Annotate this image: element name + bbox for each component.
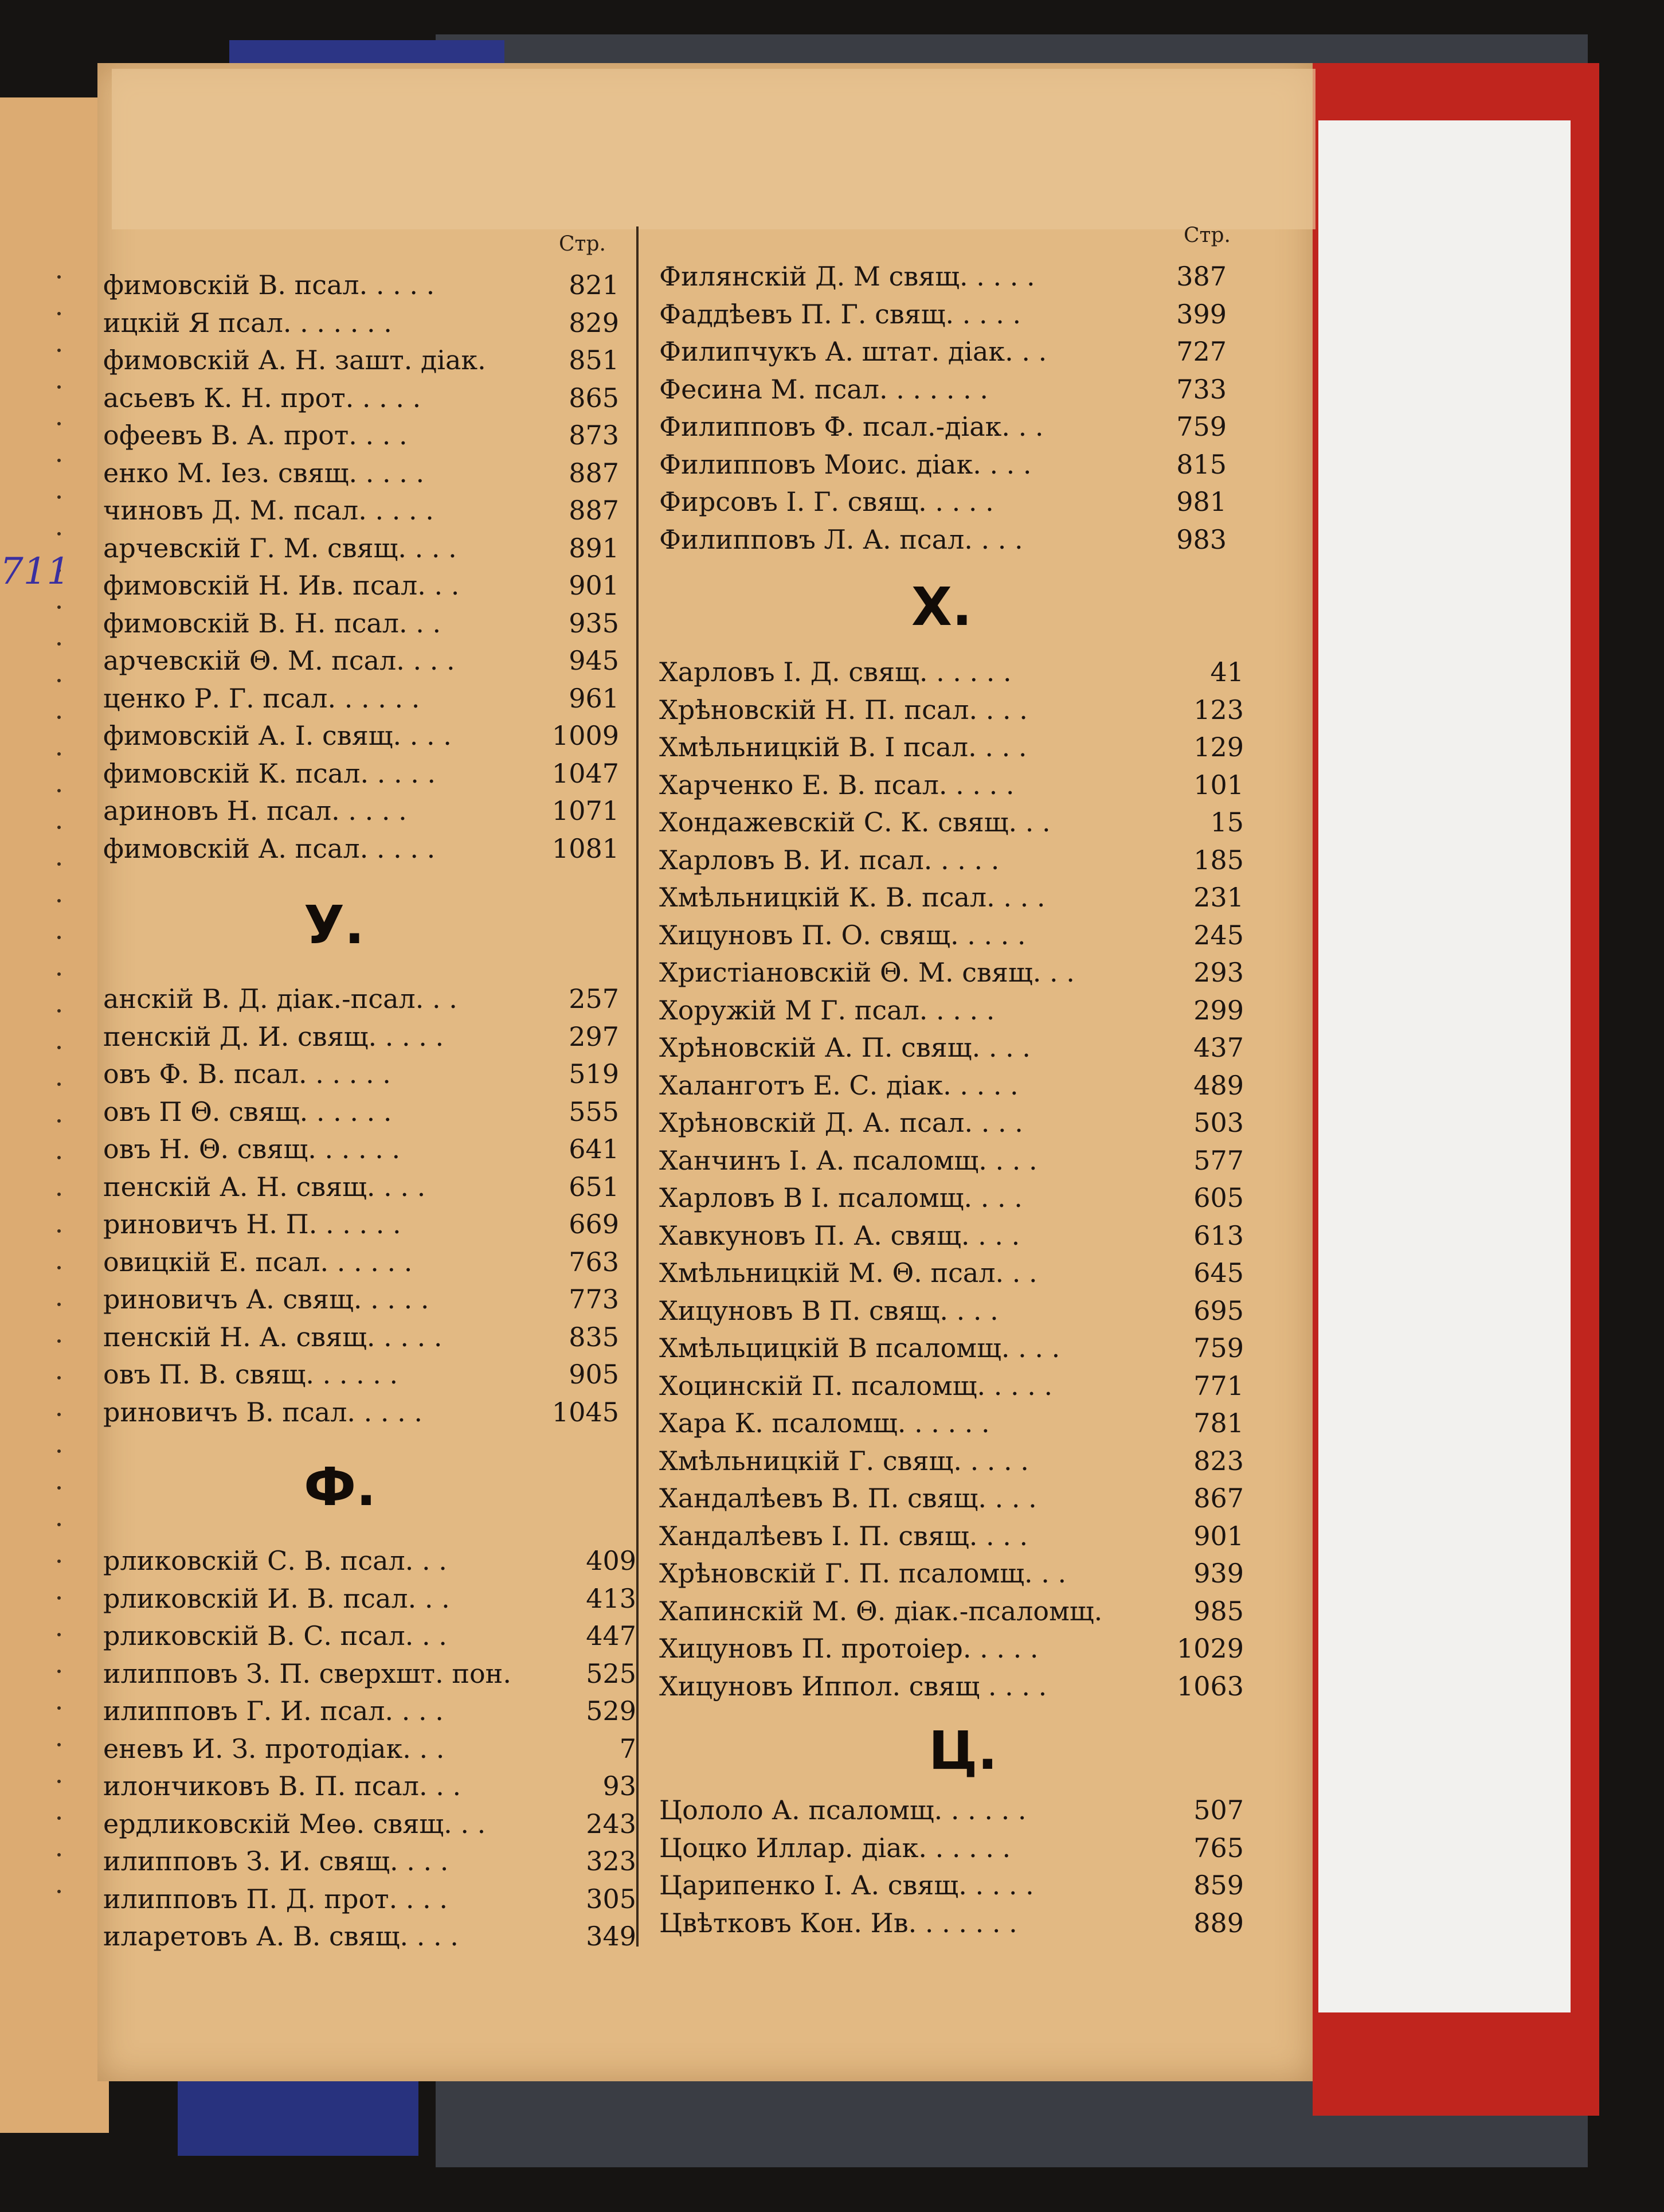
left-top-entry <box>103 307 619 342</box>
entry-name: Хондажевскій С. К. свящ. . . <box>659 807 1051 838</box>
entry-page-number: 519 <box>569 1058 619 1089</box>
column-divider <box>636 226 639 1947</box>
section-u-entry <box>103 1322 619 1356</box>
section-kh-entry <box>659 957 1244 991</box>
margin-handwritten-note: 711 <box>0 550 71 593</box>
entry-page-number: 815 <box>1176 448 1227 480</box>
section-u-entry <box>103 1359 619 1393</box>
section-letter-f: Ф. <box>304 1456 377 1518</box>
entry-page-number: 773 <box>569 1284 619 1315</box>
entry-page-number: 765 <box>1193 1832 1244 1863</box>
leader-dot <box>57 422 61 425</box>
page-top-fold <box>112 69 1315 229</box>
entry-name: еневъ И. З. протодіак. . . <box>103 1733 445 1764</box>
leader-dot <box>57 1119 61 1123</box>
entry-name: Филипповъ Ф. псал.-діак. . . <box>659 411 1044 442</box>
section-letter-kh: Х. <box>911 576 972 638</box>
section-kh-entry <box>659 1370 1244 1405</box>
leader-dot <box>57 899 61 902</box>
entry-name: пенскій Н. А. свящ. . . . . <box>103 1321 443 1353</box>
entry-page-number: 129 <box>1193 732 1244 763</box>
entry-name: Хрѣновскій Г. П. псаломщ. . . <box>659 1558 1067 1589</box>
entry-name: Хмѣльцицкій В псаломщ. . . . <box>659 1332 1060 1363</box>
entry-name: Филянскій Д. М свящ. . . . . <box>659 261 1035 292</box>
section-f-entry <box>103 1620 636 1655</box>
section-f-entry <box>103 1658 636 1693</box>
entry-page-number: 781 <box>1193 1408 1244 1439</box>
entry-name: ариновъ Н. псал. . . . . <box>103 795 407 826</box>
entry-name: Хицуновъ П. протоіер. . . . . <box>659 1633 1039 1664</box>
entry-page-number: 413 <box>586 1582 636 1614</box>
entry-name: арчевскій Θ. М. псал. . . . <box>103 645 455 676</box>
section-kh-entry <box>659 807 1244 841</box>
section-u-entry <box>103 1171 619 1206</box>
entry-name: Хмѣльницкій Г. свящ. . . . . <box>659 1445 1029 1476</box>
entry-page-number: 759 <box>1193 1332 1244 1363</box>
right-top-entry <box>659 374 1227 408</box>
leader-dot <box>57 1633 61 1636</box>
section-kh-entry <box>659 1408 1244 1442</box>
entry-page-number: 873 <box>569 420 619 451</box>
leader-dot <box>57 1376 61 1379</box>
entry-name: рликовскій И. В. псал. . . <box>103 1582 450 1614</box>
leader-dot <box>57 1890 61 1893</box>
entry-name: фимовскій А. І. свящ. . . . <box>103 720 452 751</box>
entry-name: асьевъ К. Н. прот. . . . . <box>103 382 421 413</box>
entry-page-number: 867 <box>1193 1483 1244 1514</box>
white-insert-sheet <box>1318 120 1571 2012</box>
entry-page-number: 945 <box>569 645 619 676</box>
entry-page-number: 651 <box>569 1171 619 1202</box>
section-kh-entry <box>659 694 1244 729</box>
section-f-entry <box>103 1583 636 1617</box>
entry-name: Харловъ В І. псаломщ. . . . <box>659 1182 1023 1213</box>
right-top-entry <box>659 411 1227 445</box>
entry-page-number: 41 <box>1210 656 1244 687</box>
leader-dot <box>57 1670 61 1673</box>
entry-page-number: 93 <box>602 1771 636 1801</box>
left-top-entry <box>103 720 619 755</box>
entry-name: Хрѣновскій А. П. свящ. . . . <box>659 1032 1031 1063</box>
entry-page-number: 1081 <box>551 833 619 864</box>
entry-name: фимовскій А. Н. зашт. діак. <box>103 345 486 376</box>
leader-dot <box>57 1816 61 1820</box>
entry-name: Хмѣльницкій М. Θ. псал. . . <box>659 1257 1037 1288</box>
right-top-entry <box>659 336 1227 370</box>
entry-page-number: 1047 <box>551 757 619 789</box>
entry-name: овъ Н. Θ. свящ. . . . . . <box>103 1134 401 1164</box>
section-u-entry <box>103 1134 619 1168</box>
section-kh-entry <box>659 1295 1244 1330</box>
entry-name: арчевскій Г. М. свящ. . . . <box>103 532 457 564</box>
entry-name: Филипповъ Моис. діак. . . . <box>659 448 1032 480</box>
entry-page-number: 15 <box>1210 807 1244 838</box>
section-u-entry <box>103 1021 619 1056</box>
entry-name: фимовскій А. псал. . . . . <box>103 833 436 864</box>
entry-name: риновичъ А. свящ. . . . . <box>103 1284 429 1315</box>
entry-name: фимовскій В. Н. псал. . . <box>103 607 441 639</box>
entry-name: Хандалѣевъ І. П. свящ. . . . <box>659 1520 1028 1551</box>
section-kh-entry <box>659 1671 1244 1705</box>
right-top-entry <box>659 524 1227 558</box>
entry-name: фимовскій Н. Ив. псал. . . <box>103 570 460 601</box>
section-u-entry <box>103 1058 619 1093</box>
right-top-entry <box>659 486 1227 521</box>
leader-dot <box>57 275 61 279</box>
leader-dot <box>57 936 61 939</box>
leader-dot <box>57 789 61 792</box>
entry-page-number: 759 <box>1176 411 1227 442</box>
entry-page-number: 859 <box>1193 1870 1244 1901</box>
section-kh-entry <box>659 1596 1244 1630</box>
section-u-entry <box>103 983 619 1018</box>
leader-dot <box>57 1449 61 1453</box>
left-top-entry <box>103 458 619 492</box>
entry-page-number: 1009 <box>551 720 619 751</box>
left-top-entry <box>103 608 619 642</box>
right-top-entry <box>659 449 1227 483</box>
entry-page-number: 1045 <box>551 1396 619 1428</box>
entry-name: Хапинскій М. Θ. діак.-псаломщ. <box>659 1595 1103 1627</box>
entry-page-number: 243 <box>586 1808 636 1839</box>
entry-name: ценко Р. Г. псал. . . . . . <box>103 682 420 714</box>
entry-name: овъ Ф. В. псал. . . . . . <box>103 1058 391 1089</box>
section-kh-entry <box>659 732 1244 766</box>
entry-name: илончиковъ В. П. псал. . . <box>103 1771 461 1801</box>
entry-name: овъ П Θ. свящ. . . . . . <box>103 1096 392 1127</box>
entry-page-number: 409 <box>586 1545 636 1576</box>
left-top-entry <box>103 269 619 304</box>
entry-name: Хицуновъ В П. свящ. . . . <box>659 1295 999 1326</box>
entry-page-number: 821 <box>569 269 619 300</box>
entry-page-number: 349 <box>586 1921 636 1952</box>
entry-page-number: 555 <box>569 1096 619 1127</box>
leader-dot <box>57 1266 61 1269</box>
entry-page-number: 981 <box>1176 486 1227 517</box>
leader-dot <box>57 1229 61 1233</box>
section-f-entry <box>103 1883 636 1918</box>
section-kh-entry <box>659 845 1244 879</box>
leader-dot <box>57 605 61 609</box>
entry-name: ицкій Я псал. . . . . . . <box>103 307 392 338</box>
entry-page-number: 835 <box>569 1321 619 1353</box>
section-ts-entry <box>659 1832 1244 1867</box>
entry-page-number: 901 <box>569 570 619 601</box>
leader-dot <box>57 642 61 646</box>
entry-page-number: 891 <box>569 532 619 564</box>
section-f-entry <box>103 1733 636 1768</box>
left-top-entry <box>103 420 619 454</box>
entry-name: илипповъ З. П. сверхшт. пон. <box>103 1658 511 1689</box>
entry-name: фимовскій К. псал. . . . . <box>103 757 436 789</box>
entry-page-number: 889 <box>1193 1907 1244 1939</box>
entry-name: ердликовскій Меѳ. свящ. . . <box>103 1808 486 1839</box>
left-top-entry <box>103 833 619 867</box>
section-f-entry <box>103 1808 636 1843</box>
entry-name: пенскій Д. И. свящ. . . . . <box>103 1021 444 1052</box>
entry-page-number: 437 <box>1193 1032 1244 1063</box>
section-letter-u: У. <box>304 894 365 956</box>
section-f-entry <box>103 1921 636 1955</box>
section-kh-entry <box>659 1220 1244 1254</box>
section-u-entry <box>103 1246 619 1281</box>
leader-dot <box>57 716 61 719</box>
entry-page-number: 985 <box>1193 1595 1244 1627</box>
left-top-entry <box>103 645 619 679</box>
left-top-entry <box>103 795 619 830</box>
entry-page-number: 823 <box>1193 1445 1244 1476</box>
section-kh-entry <box>659 1257 1244 1292</box>
entry-name: Хмѣльницкій В. І псал. . . . <box>659 732 1027 763</box>
entry-page-number: 185 <box>1193 844 1244 876</box>
left-top-entry <box>103 758 619 792</box>
entry-name: енко М. Іез. свящ. . . . . <box>103 457 425 488</box>
left-top-entry <box>103 382 619 417</box>
entry-page-number: 771 <box>1193 1370 1244 1401</box>
entry-name: Харловъ В. И. псал. . . . . <box>659 844 1000 876</box>
section-kh-entry <box>659 1521 1244 1555</box>
leader-dot <box>57 1780 61 1783</box>
entry-name: илипповъ Г. И. псал. . . . <box>103 1695 444 1726</box>
right-top-entry <box>659 299 1227 333</box>
section-kh-entry <box>659 1107 1244 1142</box>
entry-name: фимовскій В. псал. . . . . <box>103 269 435 300</box>
entry-name: Хоружій М Г. псал. . . . . <box>659 994 995 1026</box>
section-kh-entry <box>659 1332 1244 1367</box>
entry-page-number: 1071 <box>551 795 619 826</box>
entry-page-number: 865 <box>569 382 619 413</box>
leader-dot <box>57 1303 61 1306</box>
entry-name: риновичъ Н. П. . . . . . <box>103 1209 401 1240</box>
entry-name: Хрѣновскій Н. П. псал. . . . <box>659 694 1028 725</box>
entry-page-number: 829 <box>569 307 619 338</box>
entry-page-number: 605 <box>1193 1182 1244 1213</box>
entry-page-number: 939 <box>1193 1558 1244 1589</box>
entry-page-number: 305 <box>586 1883 636 1914</box>
entry-page-number: 399 <box>1176 298 1227 330</box>
entry-name: Филипповъ Л. А. псал. . . . <box>659 523 1023 555</box>
section-kh-entry <box>659 769 1244 804</box>
entry-page-number: 1063 <box>1176 1670 1244 1702</box>
leader-dot <box>57 972 61 976</box>
entry-name: Царипенко І. А. свящ. . . . . <box>659 1870 1034 1901</box>
section-kh-entry <box>659 1483 1244 1517</box>
leader-dot <box>57 1560 61 1563</box>
entry-name: Цололо А. псаломщ. . . . . . <box>659 1795 1027 1826</box>
entry-page-number: 245 <box>1193 919 1244 951</box>
leader-dot <box>57 1082 61 1086</box>
leader-dot <box>57 349 61 352</box>
leader-dot <box>57 1486 61 1490</box>
section-kh-entry <box>659 995 1244 1029</box>
leader-dot <box>57 532 61 536</box>
section-kh-entry <box>659 656 1244 691</box>
entry-page-number: 1029 <box>1176 1633 1244 1664</box>
entry-page-number: 641 <box>569 1134 619 1164</box>
leader-dot <box>57 1743 61 1746</box>
entry-name: Харловъ І. Д. свящ. . . . . . <box>659 656 1012 687</box>
entry-name: Хандалѣевъ В. П. свящ. . . . <box>659 1483 1037 1514</box>
entry-page-number: 733 <box>1176 373 1227 405</box>
leader-dot <box>57 1853 61 1857</box>
entry-name: Халанготъ Е. С. діак. . . . . <box>659 1069 1019 1101</box>
entry-name: Харченко Е. В. псал. . . . . <box>659 769 1015 800</box>
entry-name: анскій В. Д. діак.-псал. . . <box>103 983 457 1014</box>
leader-dot <box>57 862 61 866</box>
section-kh-entry <box>659 1445 1244 1480</box>
left-top-entry <box>103 533 619 567</box>
entry-name: иларетовъ А. В. свящ. . . . <box>103 1921 459 1952</box>
leader-dot <box>57 459 61 462</box>
entry-page-number: 613 <box>1193 1220 1244 1251</box>
entry-page-number: 387 <box>1176 261 1227 292</box>
section-u-entry <box>103 1284 619 1318</box>
entry-page-number: 447 <box>586 1620 636 1651</box>
entry-page-number: 489 <box>1193 1069 1244 1101</box>
entry-name: Хицуновъ Иппол. свящ . . . . <box>659 1670 1047 1702</box>
section-f-entry <box>103 1846 636 1880</box>
entry-name: Фаддѣевъ П. Г. свящ. . . . . <box>659 298 1021 330</box>
entry-page-number: 727 <box>1176 336 1227 367</box>
leader-dot <box>57 1156 61 1159</box>
leader-dot <box>57 1706 61 1710</box>
section-kh-entry <box>659 1558 1244 1592</box>
section-u-entry <box>103 1397 619 1431</box>
leader-dot <box>57 385 61 389</box>
entry-name: овицкій Е. псал. . . . . . <box>103 1246 413 1277</box>
entry-page-number: 297 <box>569 1021 619 1052</box>
entry-page-number: 645 <box>1193 1257 1244 1288</box>
entry-page-number: 293 <box>1193 957 1244 988</box>
section-f-entry <box>103 1771 636 1805</box>
left-column-header: Стр. <box>559 232 606 256</box>
section-kh-entry <box>659 1633 1244 1667</box>
entry-page-number: 529 <box>586 1695 636 1726</box>
section-kh-entry <box>659 1182 1244 1217</box>
leader-dot <box>57 1193 61 1196</box>
entry-page-number: 123 <box>1193 694 1244 725</box>
entry-name: Хоцинскій П. псаломщ. . . . . <box>659 1370 1053 1401</box>
leader-dot <box>57 1009 61 1013</box>
right-column-header: Стр. <box>1184 224 1231 247</box>
entry-page-number: 503 <box>1193 1107 1244 1138</box>
entry-page-number: 323 <box>586 1846 636 1877</box>
entry-page-number: 851 <box>569 345 619 376</box>
entry-page-number: 887 <box>569 457 619 488</box>
entry-name: Фесина М. псал. . . . . . . <box>659 373 989 405</box>
entry-page-number: 961 <box>569 682 619 714</box>
entry-name: Хавкуновъ П. А. свящ. . . . <box>659 1220 1020 1251</box>
entry-name: Цвѣтковъ Кон. Ив. . . . . . . <box>659 1907 1017 1939</box>
entry-name: Филипчукъ А. штат. діак. . . <box>659 336 1047 367</box>
entry-name: Хрѣновскій Д. А. псал. . . . <box>659 1107 1023 1138</box>
entry-page-number: 525 <box>586 1658 636 1689</box>
entry-name: Фирсовъ І. Г. свящ. . . . . <box>659 486 994 517</box>
entry-page-number: 901 <box>1193 1520 1244 1551</box>
leader-dot <box>57 1339 61 1343</box>
leader-dot <box>57 752 61 756</box>
entry-page-number: 257 <box>569 983 619 1014</box>
section-u-entry <box>103 1209 619 1243</box>
section-kh-entry <box>659 882 1244 916</box>
leader-dot <box>57 312 61 315</box>
section-kh-entry <box>659 920 1244 954</box>
leader-dot <box>57 495 61 499</box>
section-f-entry <box>103 1545 636 1580</box>
entry-name: рликовскій В. С. псал. . . <box>103 1620 447 1651</box>
entry-page-number: 887 <box>569 495 619 526</box>
entry-name: Хицуновъ П. О. свящ. . . . . <box>659 919 1026 951</box>
entry-name: офеевъ В. А. прот. . . . <box>103 420 408 451</box>
section-u-entry <box>103 1096 619 1131</box>
entry-page-number: 577 <box>1193 1144 1244 1176</box>
section-kh-entry <box>659 1070 1244 1104</box>
entry-name: риновичъ В. псал. . . . . <box>103 1396 423 1428</box>
entry-page-number: 763 <box>569 1246 619 1277</box>
entry-page-number: 669 <box>569 1209 619 1240</box>
entry-name: илипповъ П. Д. прот. . . . <box>103 1883 448 1914</box>
leader-dot <box>57 826 61 829</box>
entry-name: рликовскій С. В. псал. . . <box>103 1545 447 1576</box>
left-top-entry <box>103 570 619 604</box>
section-letter-ts: Ц. <box>929 1720 998 1781</box>
section-ts-entry <box>659 1870 1244 1904</box>
entry-page-number: 983 <box>1176 523 1227 555</box>
left-top-entry <box>103 683 619 717</box>
entry-name: Христіановскій Θ. М. свящ. . . <box>659 957 1075 988</box>
entry-name: овъ П. В. свящ. . . . . . <box>103 1359 398 1390</box>
section-f-entry <box>103 1695 636 1730</box>
entry-name: Ханчинъ І. А. псаломщ. . . . <box>659 1144 1037 1176</box>
section-kh-entry <box>659 1145 1244 1179</box>
entry-page-number: 101 <box>1193 769 1244 800</box>
section-kh-entry <box>659 1032 1244 1066</box>
entry-name: Хара К. псаломщ. . . . . . <box>659 1408 990 1439</box>
leader-dot <box>57 1523 61 1526</box>
entry-name: Хмѣльницкій К. В. псал. . . . <box>659 882 1046 913</box>
entry-page-number: 935 <box>569 607 619 639</box>
entry-page-number: 299 <box>1193 994 1244 1026</box>
left-top-entry <box>103 345 619 379</box>
left-top-entry <box>103 495 619 529</box>
entry-page-number: 231 <box>1193 882 1244 913</box>
entry-name: чиновъ Д. М. псал. . . . . <box>103 495 434 526</box>
leader-dot <box>57 1413 61 1416</box>
entry-name: пенскій А. Н. свящ. . . . <box>103 1171 426 1202</box>
entry-page-number: 507 <box>1193 1795 1244 1826</box>
entry-name: Цоцко Иллар. діак. . . . . . <box>659 1832 1011 1863</box>
entry-page-number: 7 <box>619 1733 636 1764</box>
entry-page-number: 905 <box>569 1359 619 1390</box>
entry-name: илипповъ З. И. свящ. . . . <box>103 1846 449 1877</box>
leader-dot <box>57 1046 61 1049</box>
right-top-entry <box>659 261 1227 295</box>
section-ts-entry <box>659 1908 1244 1942</box>
section-ts-entry <box>659 1795 1244 1829</box>
leader-dot <box>57 1596 61 1600</box>
leader-dot <box>57 679 61 682</box>
entry-page-number: 695 <box>1193 1295 1244 1326</box>
